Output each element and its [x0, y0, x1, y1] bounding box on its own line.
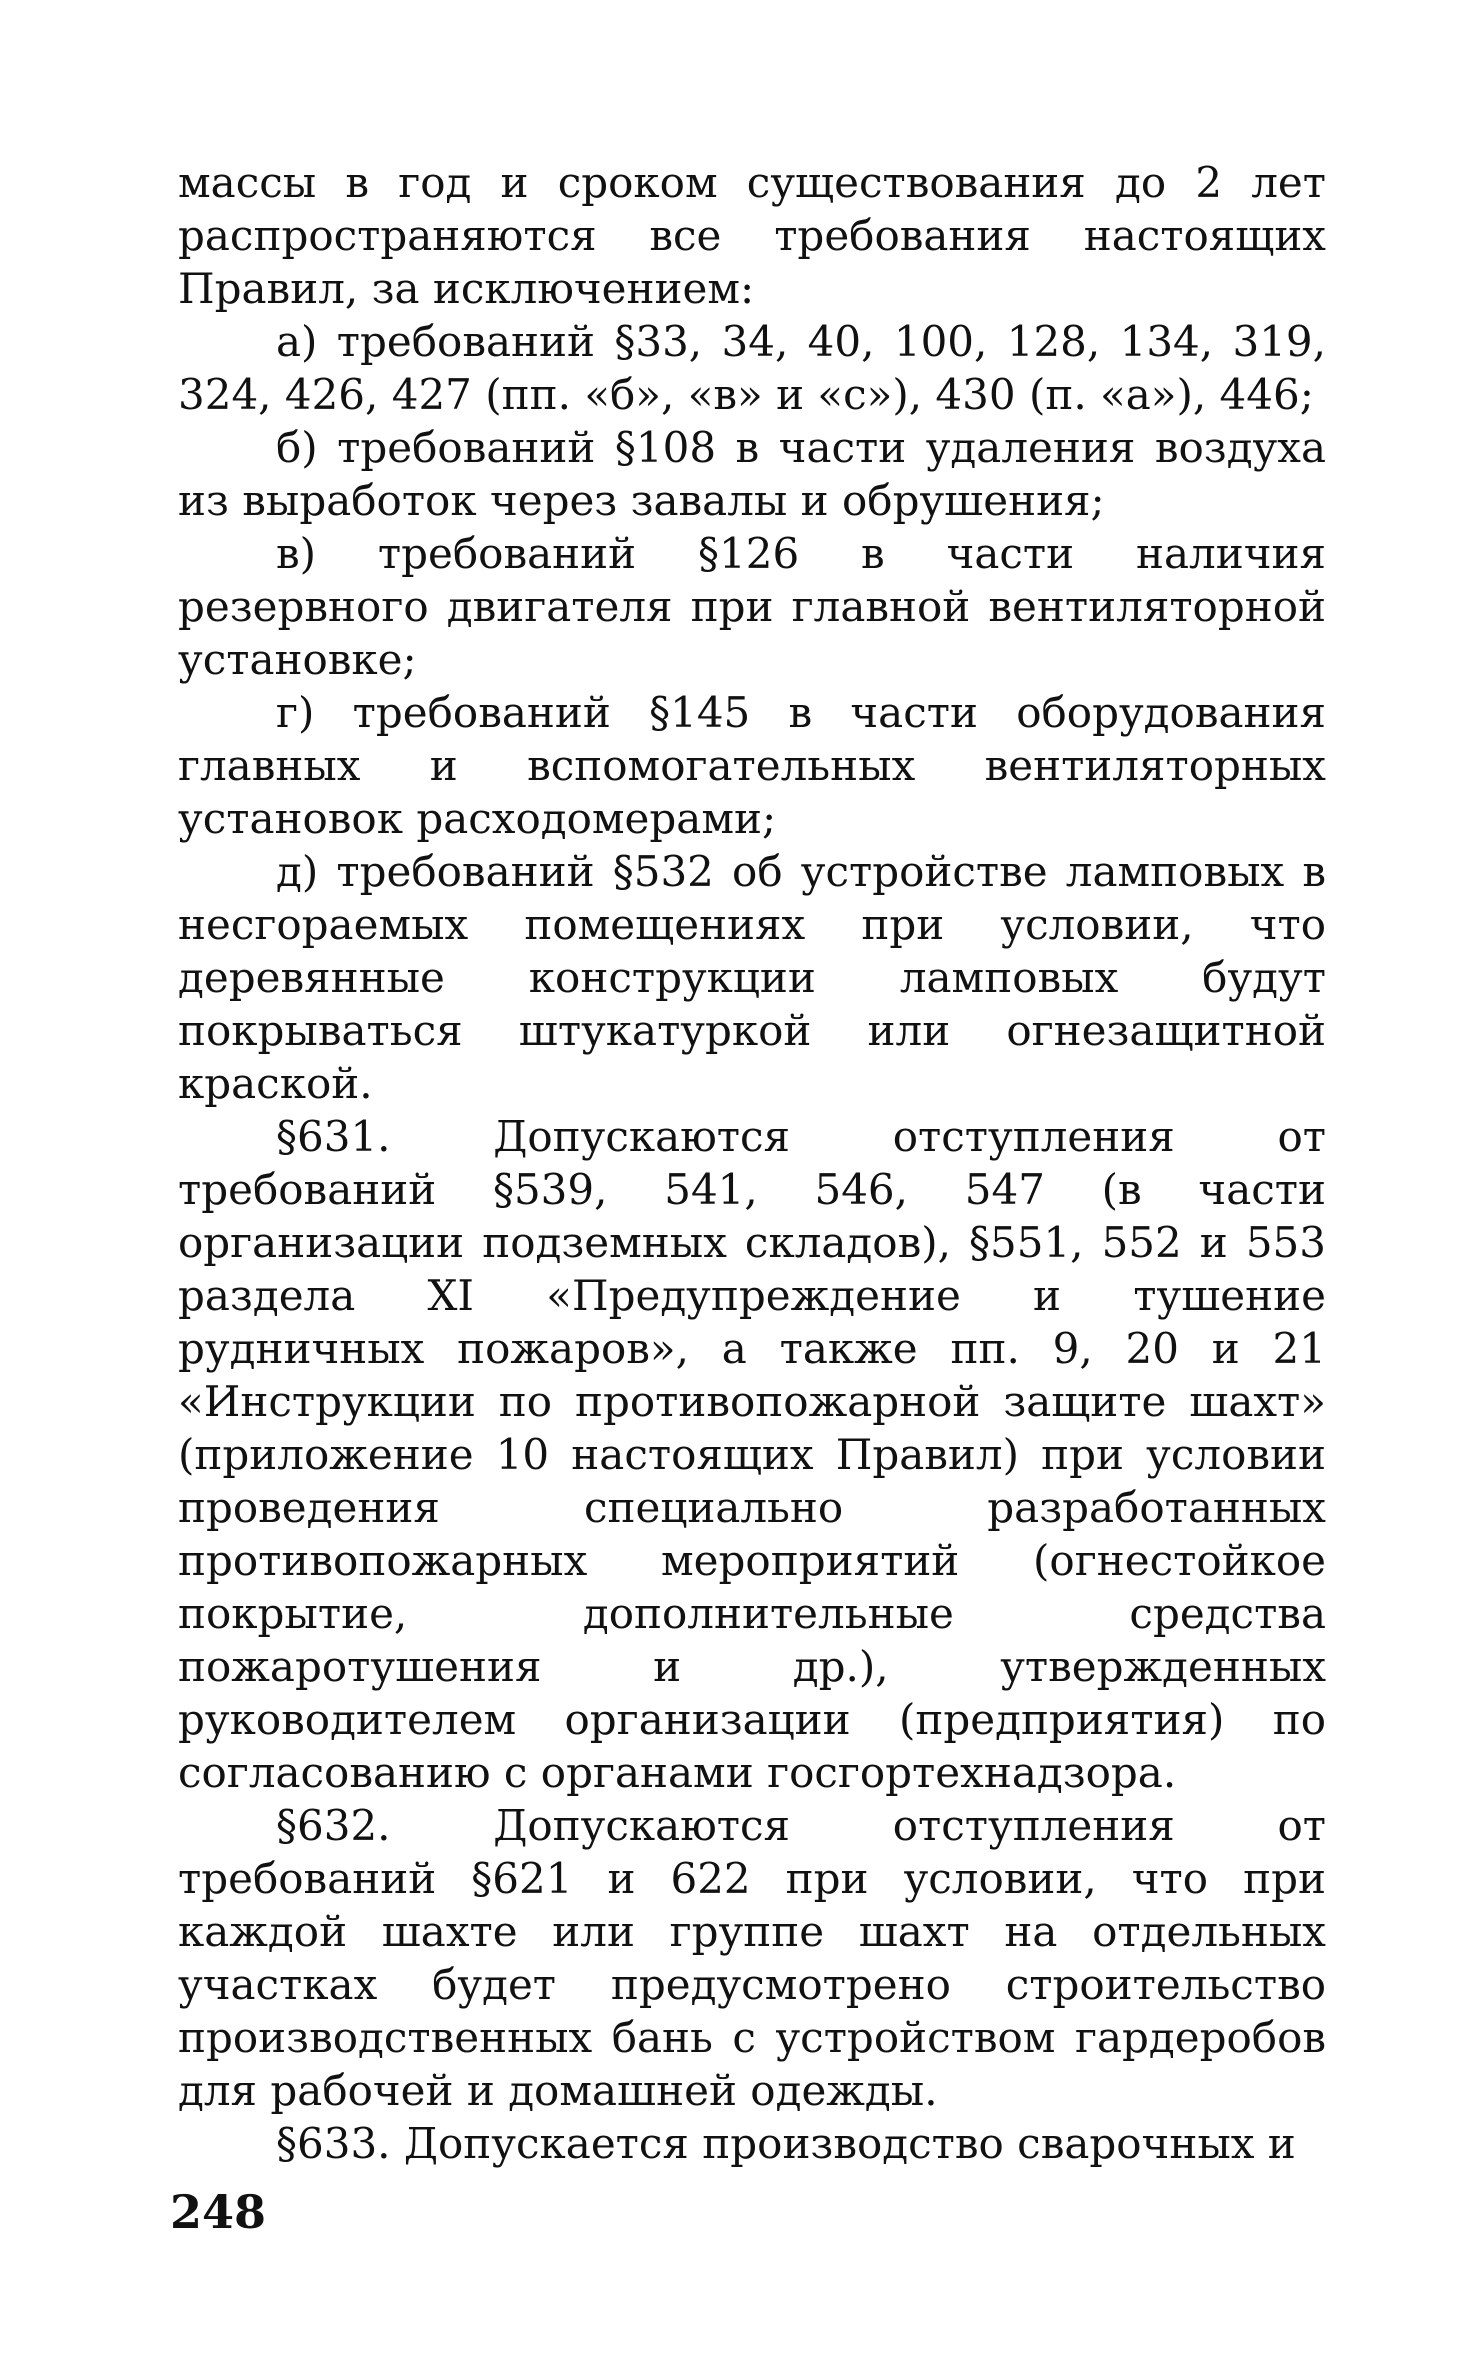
list-item-g: г) требований §145 в части оборудования главных и вспомогательных вентиляторных установок расходомерами;: [178, 688, 1326, 843]
section-633: §633. Допускается производство сварочных и: [276, 2119, 1296, 2168]
section-631: §631. Допускаются отступления от требований §539, 541, 546, 547 (в части организации подземных складов), §551, 552 и 553 раздела XI «Предупреждение и тушение рудничных пожаров», а также пп. 9, 20 и 21 «Инструкции по противопожарной защите шахт» (приложение 10 настоящих Правил) при условии проведения специально разработанных противопожарных мероприятий (огнестойкое покрытие, дополнительные средства пожаротушения и др.), утвержденных руководителем организации (предприятия) по согласованию с органами госгортехнадзора.: [178, 1112, 1326, 1797]
list-item-d: д) требований §532 об устройстве ламповых в несгораемых помещениях при условии, что деревянные конструкции ламповых будут покрываться штукатуркой или огнезащитной краской.: [178, 847, 1326, 1108]
page-number: 248: [170, 2185, 267, 2239]
list-item-b: б) требований §108 в части удаления воздуха из выработок через завалы и обрушения;: [178, 423, 1326, 525]
list-item-a: а) требований §33, 34, 40, 100, 128, 134, 319, 324, 426, 427 (пп. «б», «в» и «с»), 430 (п. «а»), 446;: [178, 317, 1326, 419]
page-text-body: [178, 156, 1326, 2170]
paragraph-continuation: массы в год и сроком существования до 2 лет распространяются все требования настоящих Правил, за исключением:: [178, 158, 1326, 313]
list-item-v: в) требований §126 в части наличия резервного двигателя при главной вентиляторной установке;: [178, 529, 1326, 684]
section-632: §632. Допускаются отступления от требований §621 и 622 при условии, что при каждой шахте или группе шахт на отдельных участках будет предусмотрено строительство производственных бань с устройством гардеробов для рабочей и домашней одежды.: [178, 1801, 1326, 2115]
